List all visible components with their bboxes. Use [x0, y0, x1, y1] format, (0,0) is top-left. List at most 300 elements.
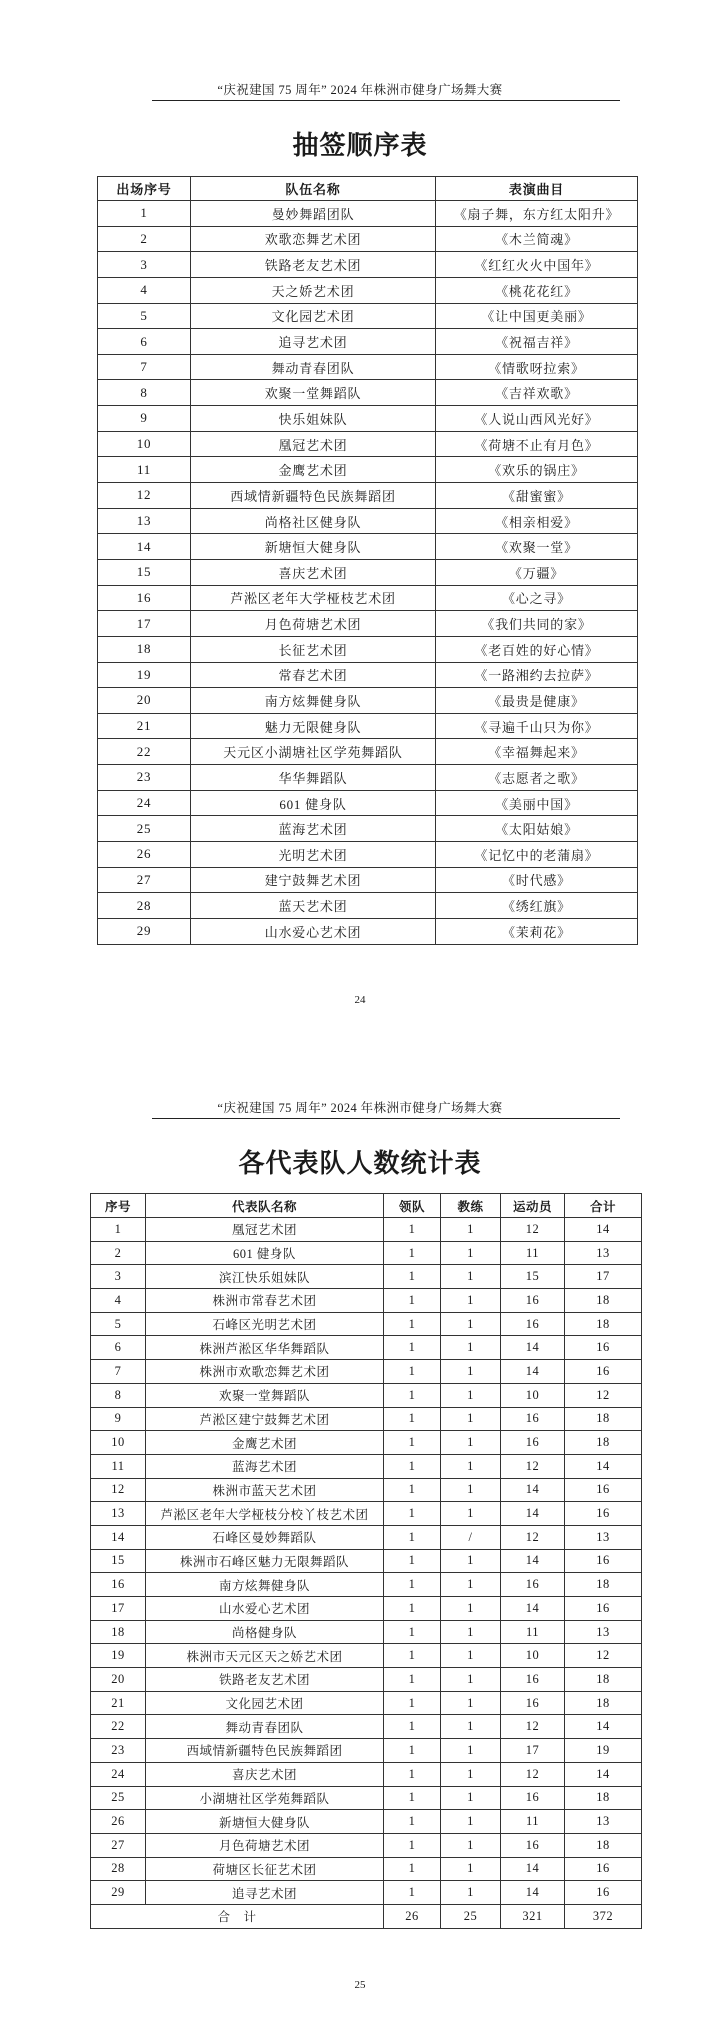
athlete-count-cell: 11 — [501, 1810, 565, 1834]
team-name-cell: 株洲市石峰区魅力无限舞蹈队 — [146, 1549, 384, 1573]
table-row — [91, 1407, 642, 1431]
table-row — [98, 277, 638, 303]
table-row — [91, 1810, 642, 1834]
team-name-cell: 文化园艺术团 — [191, 303, 436, 329]
team-name-cell: 滨江快乐姐妹队 — [146, 1265, 384, 1289]
table-row — [98, 611, 638, 637]
total-leaders-cell: 26 — [384, 1904, 441, 1928]
team-name-cell: 株洲市常春艺术团 — [146, 1289, 384, 1313]
performance-song-cell: 《太阳姑娘》 — [436, 816, 638, 842]
performance-song-cell: 《木兰简魂》 — [436, 226, 638, 252]
performance-song-cell: 《最贵是健康》 — [436, 688, 638, 714]
team-name-cell: 凰冠艺术团 — [146, 1218, 384, 1242]
performance-song-cell: 《吉祥欢歌》 — [436, 380, 638, 406]
total-count-cell: 14 — [565, 1218, 642, 1242]
team-name-cell: 快乐姐妹队 — [191, 406, 436, 432]
team-name-cell: 金鹰艺术团 — [146, 1431, 384, 1455]
table-row — [91, 1691, 642, 1715]
team-name-cell: 尚格健身队 — [146, 1620, 384, 1644]
header-divider — [152, 100, 620, 101]
performance-song-cell: 《幸福舞起来》 — [436, 739, 638, 765]
team-leader-count-cell: 1 — [384, 1265, 441, 1289]
serial-number-cell: 1 — [91, 1218, 146, 1242]
column-header-coach: 教练 — [441, 1194, 501, 1218]
team-name-cell: 凰冠艺术团 — [191, 431, 436, 457]
team-name-cell: 追寻艺术团 — [191, 329, 436, 355]
serial-number-cell: 28 — [91, 1857, 146, 1881]
athlete-count-cell: 14 — [501, 1549, 565, 1573]
team-name-cell: 601 健身队 — [191, 790, 436, 816]
order-number-cell: 29 — [98, 918, 191, 944]
athlete-count-cell: 14 — [501, 1502, 565, 1526]
table-row — [91, 1431, 642, 1455]
total-count-cell: 18 — [565, 1668, 642, 1692]
performance-song-cell: 《记忆中的老蒲扇》 — [436, 842, 638, 868]
performance-song-cell: 《我们共同的家》 — [436, 611, 638, 637]
coach-count-cell: 1 — [441, 1336, 501, 1360]
team-name-cell: 山水爱心艺术团 — [146, 1597, 384, 1621]
performance-song-cell: 《欢聚一堂》 — [436, 534, 638, 560]
table-row — [98, 431, 638, 457]
table-row — [98, 790, 638, 816]
table-row — [91, 1668, 642, 1692]
team-leader-count-cell: 1 — [384, 1857, 441, 1881]
team-leader-count-cell: 1 — [384, 1762, 441, 1786]
table-row — [91, 1241, 642, 1265]
table-row — [91, 1360, 642, 1384]
team-name-cell: 新塘恒大健身队 — [191, 534, 436, 560]
team-name-cell: 株洲市欢歌恋舞艺术团 — [146, 1360, 384, 1384]
total-label-cell: 合 计 — [91, 1904, 384, 1928]
athlete-count-cell: 17 — [501, 1739, 565, 1763]
coach-count-cell: 1 — [441, 1597, 501, 1621]
performance-song-cell: 《绣红旗》 — [436, 893, 638, 919]
draw-order-table-body — [98, 201, 638, 945]
team-name-cell: 株洲市蓝天艺术团 — [146, 1478, 384, 1502]
team-name-cell: 601 健身队 — [146, 1241, 384, 1265]
athlete-count-cell: 12 — [501, 1454, 565, 1478]
team-name-cell: 月色荷塘艺术团 — [146, 1833, 384, 1857]
team-leader-count-cell: 1 — [384, 1525, 441, 1549]
team-name-cell: 铁路老友艺术团 — [146, 1668, 384, 1692]
table-row — [91, 1833, 642, 1857]
athlete-count-cell: 16 — [501, 1833, 565, 1857]
performance-song-cell: 《志愿者之歌》 — [436, 765, 638, 791]
coach-count-cell: 1 — [441, 1810, 501, 1834]
serial-number-cell: 22 — [91, 1715, 146, 1739]
athlete-count-cell: 10 — [501, 1644, 565, 1668]
table-row — [98, 534, 638, 560]
team-leader-count-cell: 1 — [384, 1739, 441, 1763]
performance-song-cell: 《让中国更美丽》 — [436, 303, 638, 329]
coach-count-cell: 1 — [441, 1833, 501, 1857]
order-number-cell: 17 — [98, 611, 191, 637]
serial-number-cell: 6 — [91, 1336, 146, 1360]
table-row — [91, 1525, 642, 1549]
order-number-cell: 18 — [98, 636, 191, 662]
coach-count-cell: 1 — [441, 1218, 501, 1242]
serial-number-cell: 20 — [91, 1668, 146, 1692]
total-count-cell: 18 — [565, 1289, 642, 1313]
serial-number-cell: 5 — [91, 1312, 146, 1336]
team-leader-count-cell: 1 — [384, 1502, 441, 1526]
serial-number-cell: 2 — [91, 1241, 146, 1265]
table-row — [91, 1336, 642, 1360]
serial-number-cell: 3 — [91, 1265, 146, 1289]
order-number-cell: 26 — [98, 842, 191, 868]
table-row — [91, 1573, 642, 1597]
team-name-cell: 舞动青春团队 — [191, 354, 436, 380]
column-header-team-name: 队伍名称 — [191, 177, 436, 201]
performance-song-cell: 《老百姓的好心情》 — [436, 636, 638, 662]
total-row — [91, 1904, 642, 1928]
performance-song-cell: 《情歌呀拉索》 — [436, 354, 638, 380]
table-row — [91, 1312, 642, 1336]
table-row — [98, 765, 638, 791]
team-name-cell: 芦淞区建宁鼓舞艺术团 — [146, 1407, 384, 1431]
order-number-cell: 12 — [98, 483, 191, 509]
total-count-cell: 16 — [565, 1336, 642, 1360]
total-count-cell: 13 — [565, 1810, 642, 1834]
athlete-count-cell: 14 — [501, 1360, 565, 1384]
athlete-count-cell: 12 — [501, 1762, 565, 1786]
table-row — [98, 559, 638, 585]
page-number: 25 — [354, 1979, 366, 1991]
athlete-count-cell: 16 — [501, 1407, 565, 1431]
order-number-cell: 11 — [98, 457, 191, 483]
column-header-athlete: 运动员 — [501, 1194, 565, 1218]
total-count-cell: 13 — [565, 1525, 642, 1549]
coach-count-cell: 1 — [441, 1881, 501, 1905]
coach-count-cell: 1 — [441, 1312, 501, 1336]
team-leader-count-cell: 1 — [384, 1668, 441, 1692]
team-name-cell: 尚格社区健身队 — [191, 508, 436, 534]
serial-number-cell: 26 — [91, 1810, 146, 1834]
serial-number-cell: 18 — [91, 1620, 146, 1644]
serial-number-cell: 19 — [91, 1644, 146, 1668]
total-count-cell: 14 — [565, 1715, 642, 1739]
serial-number-cell: 27 — [91, 1833, 146, 1857]
table-row — [91, 1881, 642, 1905]
total-count-cell: 12 — [565, 1383, 642, 1407]
coach-count-cell: 1 — [441, 1739, 501, 1763]
total-count-cell: 16 — [565, 1502, 642, 1526]
team-leader-count-cell: 1 — [384, 1407, 441, 1431]
total-count-cell: 18 — [565, 1431, 642, 1455]
team-name-cell: 光明艺术团 — [191, 842, 436, 868]
order-number-cell: 23 — [98, 765, 191, 791]
team-name-cell: 荷塘区长征艺术团 — [146, 1857, 384, 1881]
coach-count-cell: 1 — [441, 1762, 501, 1786]
team-name-cell: 喜庆艺术团 — [146, 1762, 384, 1786]
team-name-cell: 月色荷塘艺术团 — [191, 611, 436, 637]
page-header-24: “庆祝建国 75 周年” 2024 年株洲市健身广场舞大赛 — [217, 83, 503, 97]
athlete-count-cell: 15 — [501, 1265, 565, 1289]
table-row — [98, 201, 638, 227]
team-leader-count-cell: 1 — [384, 1644, 441, 1668]
table-row — [91, 1549, 642, 1573]
athlete-count-cell: 16 — [501, 1312, 565, 1336]
coach-count-cell: 1 — [441, 1383, 501, 1407]
athlete-count-cell: 14 — [501, 1336, 565, 1360]
performance-song-cell: 《甜蜜蜜》 — [436, 483, 638, 509]
total-count-cell: 16 — [565, 1597, 642, 1621]
table-row — [98, 406, 638, 432]
athlete-count-cell: 12 — [501, 1218, 565, 1242]
serial-number-cell: 4 — [91, 1289, 146, 1313]
team-leader-count-cell: 1 — [384, 1715, 441, 1739]
table-row — [98, 329, 638, 355]
team-leader-count-cell: 1 — [384, 1691, 441, 1715]
athlete-count-cell: 14 — [501, 1478, 565, 1502]
coach-count-cell: / — [441, 1525, 501, 1549]
table-row — [98, 739, 638, 765]
table-row — [98, 508, 638, 534]
serial-number-cell: 8 — [91, 1383, 146, 1407]
athlete-count-cell: 12 — [501, 1715, 565, 1739]
team-name-cell: 蓝天艺术团 — [191, 893, 436, 919]
team-name-cell: 小湖塘社区学苑舞蹈队 — [146, 1786, 384, 1810]
athlete-count-cell: 14 — [501, 1881, 565, 1905]
team-leader-count-cell: 1 — [384, 1454, 441, 1478]
table-row — [98, 662, 638, 688]
serial-number-cell: 11 — [91, 1454, 146, 1478]
performance-song-cell: 《心之寻》 — [436, 585, 638, 611]
table-row — [91, 1454, 642, 1478]
team-name-cell: 喜庆艺术团 — [191, 559, 436, 585]
serial-number-cell: 14 — [91, 1525, 146, 1549]
order-number-cell: 28 — [98, 893, 191, 919]
table-row — [98, 867, 638, 893]
total-count-cell: 12 — [565, 1644, 642, 1668]
total-count-cell: 13 — [565, 1620, 642, 1644]
header-divider — [152, 1118, 620, 1119]
coach-count-cell: 1 — [441, 1454, 501, 1478]
team-name-cell: 蓝海艺术团 — [146, 1454, 384, 1478]
team-name-cell: 新塘恒大健身队 — [146, 1810, 384, 1834]
column-header-serial-number: 序号 — [91, 1194, 146, 1218]
order-number-cell: 15 — [98, 559, 191, 585]
team-leader-count-cell: 1 — [384, 1218, 441, 1242]
team-leader-count-cell: 1 — [384, 1478, 441, 1502]
serial-number-cell: 13 — [91, 1502, 146, 1526]
athlete-count-cell: 16 — [501, 1289, 565, 1313]
performance-song-cell: 《寻遍千山只为你》 — [436, 713, 638, 739]
table-row — [98, 893, 638, 919]
team-name-cell: 建宁鼓舞艺术团 — [191, 867, 436, 893]
coach-count-cell: 1 — [441, 1360, 501, 1384]
team-leader-count-cell: 1 — [384, 1289, 441, 1313]
team-name-cell: 魅力无限健身队 — [191, 713, 436, 739]
performance-song-cell: 《一路湘约去拉萨》 — [436, 662, 638, 688]
coach-count-cell: 1 — [441, 1620, 501, 1644]
team-name-cell: 蓝海艺术团 — [191, 816, 436, 842]
performance-song-cell: 《相亲相爱》 — [436, 508, 638, 534]
table-row — [91, 1620, 642, 1644]
table-row — [98, 636, 638, 662]
order-number-cell: 2 — [98, 226, 191, 252]
team-name-cell: 欢歌恋舞艺术团 — [191, 226, 436, 252]
coach-count-cell: 1 — [441, 1691, 501, 1715]
coach-count-cell: 1 — [441, 1407, 501, 1431]
serial-number-cell: 21 — [91, 1691, 146, 1715]
athlete-count-cell: 16 — [501, 1573, 565, 1597]
total-count-cell: 17 — [565, 1265, 642, 1289]
order-number-cell: 16 — [98, 585, 191, 611]
total-count-cell: 16 — [565, 1857, 642, 1881]
serial-number-cell: 29 — [91, 1881, 146, 1905]
table-row — [98, 226, 638, 252]
serial-number-cell: 24 — [91, 1762, 146, 1786]
total-count-cell: 18 — [565, 1407, 642, 1431]
total-count-cell: 18 — [565, 1691, 642, 1715]
order-number-cell: 25 — [98, 816, 191, 842]
table-row — [98, 585, 638, 611]
serial-number-cell: 10 — [91, 1431, 146, 1455]
team-name-cell: 株洲市天元区天之娇艺术团 — [146, 1644, 384, 1668]
draw-order-table — [97, 176, 638, 945]
serial-number-cell: 17 — [91, 1597, 146, 1621]
table-row — [98, 688, 638, 714]
serial-number-cell: 7 — [91, 1360, 146, 1384]
total-count-cell: 16 — [565, 1881, 642, 1905]
total-count-cell: 14 — [565, 1762, 642, 1786]
table-row — [91, 1218, 642, 1242]
team-count-table-body — [91, 1218, 642, 1905]
team-name-cell: 芦淞区老年大学桠枝分校丫枝艺术团 — [146, 1502, 384, 1526]
athlete-count-cell: 11 — [501, 1241, 565, 1265]
team-count-title: 各代表队人数统计表 — [238, 1149, 482, 1178]
team-leader-count-cell: 1 — [384, 1881, 441, 1905]
team-leader-count-cell: 1 — [384, 1833, 441, 1857]
team-name-cell: 金鹰艺术团 — [191, 457, 436, 483]
serial-number-cell: 12 — [91, 1478, 146, 1502]
total-count-cell: 18 — [565, 1833, 642, 1857]
total-count-cell: 13 — [565, 1241, 642, 1265]
team-name-cell: 天元区小湖塘社区学苑舞蹈队 — [191, 739, 436, 765]
team-name-cell: 石峰区曼妙舞蹈队 — [146, 1525, 384, 1549]
order-number-cell: 21 — [98, 713, 191, 739]
athlete-count-cell: 12 — [501, 1525, 565, 1549]
page-number: 24 — [354, 994, 366, 1006]
performance-song-cell: 《扇子舞，东方红太阳升》 — [436, 201, 638, 227]
column-header-order-number: 出场序号 — [98, 177, 191, 201]
table-row — [98, 303, 638, 329]
order-number-cell: 3 — [98, 252, 191, 278]
athlete-count-cell: 14 — [501, 1857, 565, 1881]
table-row — [91, 1502, 642, 1526]
team-name-cell: 曼妙舞蹈团队 — [191, 201, 436, 227]
team-leader-count-cell: 1 — [384, 1431, 441, 1455]
order-number-cell: 5 — [98, 303, 191, 329]
order-number-cell: 8 — [98, 380, 191, 406]
total-count-cell: 16 — [565, 1549, 642, 1573]
team-leader-count-cell: 1 — [384, 1810, 441, 1834]
order-number-cell: 20 — [98, 688, 191, 714]
table-row — [98, 713, 638, 739]
order-number-cell: 1 — [98, 201, 191, 227]
coach-count-cell: 1 — [441, 1502, 501, 1526]
table-row — [98, 457, 638, 483]
table-row — [98, 252, 638, 278]
team-leader-count-cell: 1 — [384, 1383, 441, 1407]
page-header-25: “庆祝建国 75 周年” 2024 年株洲市健身广场舞大赛 — [217, 1101, 503, 1115]
coach-count-cell: 1 — [441, 1549, 501, 1573]
order-number-cell: 27 — [98, 867, 191, 893]
team-name-cell: 西域情新疆特色民族舞蹈团 — [191, 483, 436, 509]
athlete-count-cell: 16 — [501, 1431, 565, 1455]
total-count-cell: 16 — [565, 1478, 642, 1502]
team-leader-count-cell: 1 — [384, 1786, 441, 1810]
serial-number-cell: 9 — [91, 1407, 146, 1431]
team-leader-count-cell: 1 — [384, 1573, 441, 1597]
total-count-cell: 16 — [565, 1360, 642, 1384]
total-count-cell: 14 — [565, 1454, 642, 1478]
order-number-cell: 14 — [98, 534, 191, 560]
team-name-cell: 华华舞蹈队 — [191, 765, 436, 791]
coach-count-cell: 1 — [441, 1241, 501, 1265]
table-row — [91, 1478, 642, 1502]
order-number-cell: 6 — [98, 329, 191, 355]
order-number-cell: 24 — [98, 790, 191, 816]
team-name-cell: 铁路老友艺术团 — [191, 252, 436, 278]
team-name-cell: 常春艺术团 — [191, 662, 436, 688]
total-coaches-cell: 25 — [441, 1904, 501, 1928]
table-row — [91, 1644, 642, 1668]
table-row — [91, 1715, 642, 1739]
team-name-cell: 欢聚一堂舞蹈队 — [146, 1383, 384, 1407]
team-name-cell: 文化园艺术团 — [146, 1691, 384, 1715]
table-row — [98, 918, 638, 944]
table-row — [91, 1289, 642, 1313]
team-name-cell: 南方炫舞健身队 — [191, 688, 436, 714]
table-header-row — [98, 177, 638, 201]
serial-number-cell: 25 — [91, 1786, 146, 1810]
total-count-cell: 19 — [565, 1739, 642, 1763]
team-leader-count-cell: 1 — [384, 1312, 441, 1336]
team-name-cell: 长征艺术团 — [191, 636, 436, 662]
total-count-cell: 18 — [565, 1573, 642, 1597]
team-name-cell: 山水爱心艺术团 — [191, 918, 436, 944]
team-name-cell: 西域情新疆特色民族舞蹈团 — [146, 1739, 384, 1763]
column-header-team-name: 代表队名称 — [146, 1194, 384, 1218]
team-leader-count-cell: 1 — [384, 1597, 441, 1621]
coach-count-cell: 1 — [441, 1668, 501, 1692]
order-number-cell: 13 — [98, 508, 191, 534]
order-number-cell: 7 — [98, 354, 191, 380]
performance-song-cell: 《万疆》 — [436, 559, 638, 585]
performance-song-cell: 《时代感》 — [436, 867, 638, 893]
table-row — [91, 1762, 642, 1786]
team-name-cell: 株洲芦淞区华华舞蹈队 — [146, 1336, 384, 1360]
team-name-cell: 芦淞区老年大学桠枝艺术团 — [191, 585, 436, 611]
coach-count-cell: 1 — [441, 1786, 501, 1810]
column-header-team-leader: 领队 — [384, 1194, 441, 1218]
athlete-count-cell: 16 — [501, 1668, 565, 1692]
team-leader-count-cell: 1 — [384, 1360, 441, 1384]
total-athletes-cell: 321 — [501, 1904, 565, 1928]
table-row — [98, 380, 638, 406]
coach-count-cell: 1 — [441, 1644, 501, 1668]
table-row — [98, 842, 638, 868]
serial-number-cell: 23 — [91, 1739, 146, 1763]
table-row — [91, 1739, 642, 1763]
team-leader-count-cell: 1 — [384, 1336, 441, 1360]
performance-song-cell: 《茉莉花》 — [436, 918, 638, 944]
team-leader-count-cell: 1 — [384, 1549, 441, 1573]
performance-song-cell: 《荷塘不止有月色》 — [436, 431, 638, 457]
team-name-cell: 欢聚一堂舞蹈队 — [191, 380, 436, 406]
